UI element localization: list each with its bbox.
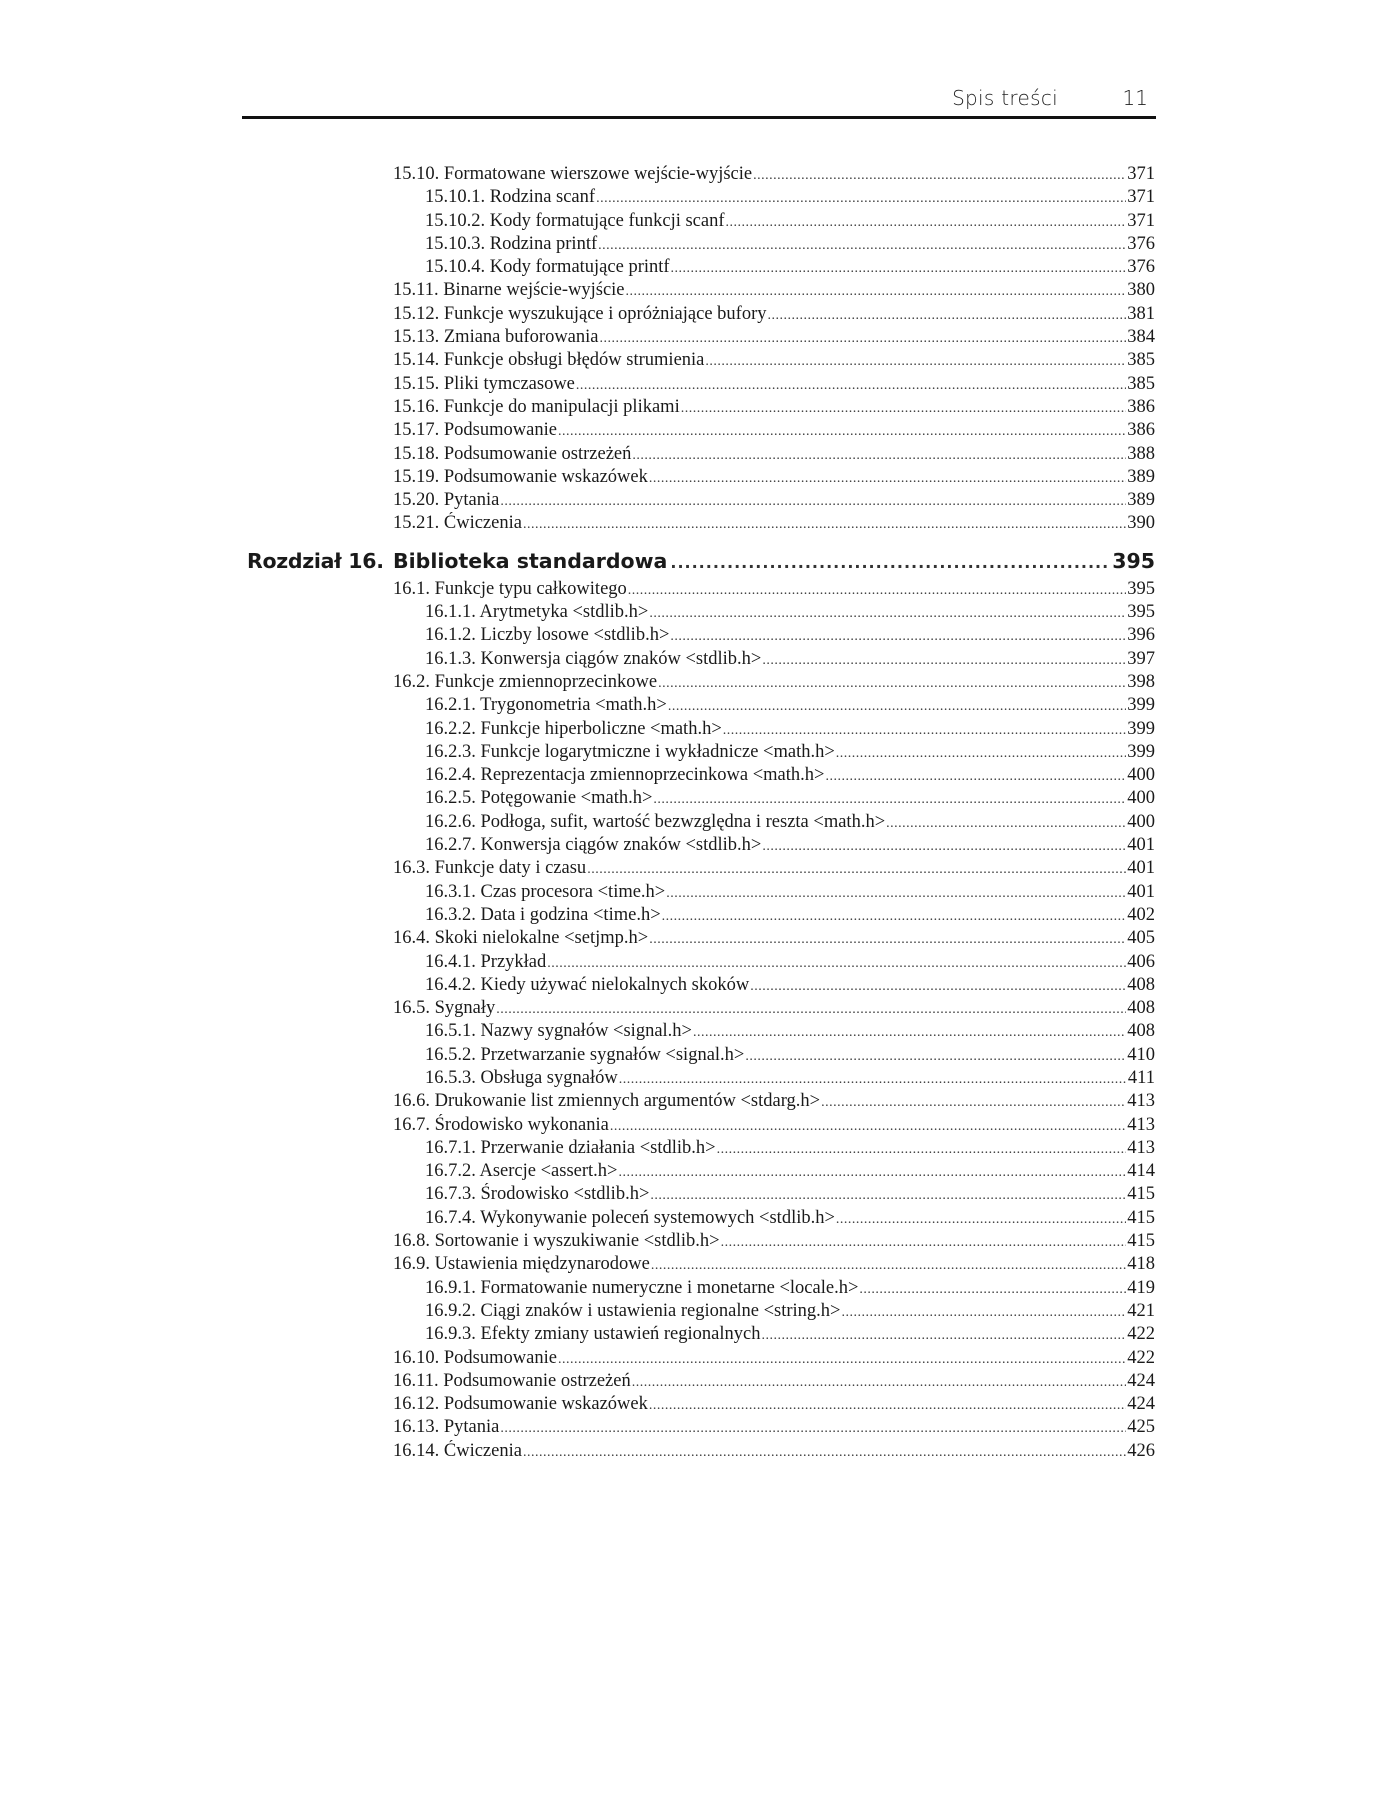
toc-entry-page: 415 (1127, 1184, 1155, 1205)
toc-section-entry[interactable] (0, 997, 1400, 1020)
toc-section-entry[interactable] (0, 1114, 1400, 1137)
toc-subsection-entry[interactable] (0, 787, 1400, 810)
toc-entry-page: 401 (1127, 835, 1155, 856)
toc-section-entry[interactable] (0, 419, 1400, 442)
toc-entry-title: 16.2.1. Trygonometria <math.h> (425, 695, 667, 716)
toc-entry-page: 410 (1127, 1044, 1155, 1065)
toc-entry-page: 424 (1127, 1370, 1155, 1391)
toc-entry-page: 399 (1127, 741, 1155, 762)
chapter-title: Biblioteka standardowa (393, 548, 668, 573)
toc-entry-title: 16.2. Funkcje zmiennoprzecinkowe (393, 671, 658, 692)
toc-entry-title: 16.13. Pytania (393, 1417, 500, 1438)
leader-dots (598, 234, 1126, 257)
toc-entry-page: 408 (1127, 974, 1155, 995)
toc-entry-title: 16.3.2. Data i godzina <time.h> (425, 904, 661, 925)
toc-entry-page: 413 (1127, 1137, 1155, 1158)
toc-entry-page: 376 (1127, 257, 1155, 278)
toc-section-entry[interactable] (0, 279, 1400, 302)
toc-entry-title: 16.4. Skoki nielokalne <setjmp.h> (393, 928, 649, 949)
leader-dots (576, 374, 1126, 397)
toc-entry-title: 16.11. Podsumowanie ostrzeżeń (393, 1370, 631, 1391)
leader-dots (649, 602, 1126, 625)
running-header-title: Spis treści (952, 86, 1058, 110)
leader-dots (596, 187, 1126, 210)
leader-dots (721, 1231, 1127, 1254)
leader-dots (662, 905, 1127, 928)
toc-entry-page: 396 (1127, 625, 1155, 646)
toc-entry-page: 395 (1127, 602, 1155, 623)
toc-entry-title: 15.17. Podsumowanie (393, 420, 557, 441)
toc-subsection-entry[interactable] (0, 210, 1400, 233)
toc-subsection-entry[interactable] (0, 256, 1400, 279)
toc-entry-page: 400 (1127, 788, 1155, 809)
leader-dots (670, 625, 1126, 648)
toc-entry-page: 376 (1127, 233, 1155, 254)
toc-entry-page: 422 (1127, 1347, 1155, 1368)
toc-entry-page: 384 (1127, 327, 1155, 348)
toc-subsection-entry[interactable] (0, 904, 1400, 927)
toc-subsection-entry[interactable] (0, 601, 1400, 624)
toc-entry-page: 415 (1127, 1231, 1155, 1252)
toc-entry-title: 15.21. Ćwiczenia (393, 513, 522, 534)
leader-dots (496, 998, 1126, 1021)
leader-dots (836, 742, 1126, 765)
leader-dots (761, 1324, 1126, 1347)
toc-entry-title: 15.10.1. Rodzina scanf (425, 187, 596, 208)
toc-entry-title: 15.19. Podsumowanie wskazówek (393, 466, 648, 487)
leader-dots (632, 444, 1126, 467)
toc-section-entry[interactable] (0, 512, 1400, 535)
toc-entry-title: 16.5.1. Nazwy sygnałów <signal.h> (425, 1021, 692, 1042)
toc-subsection-entry[interactable] (0, 1020, 1400, 1043)
chapter-page-number: 395 (1112, 548, 1155, 573)
toc-subsection-entry[interactable] (0, 974, 1400, 997)
leader-dots (618, 1161, 1126, 1184)
toc-entry-title: 15.10.4. Kody formatujące printf (425, 257, 670, 278)
toc-entry-page: 425 (1127, 1417, 1155, 1438)
toc-entry-title: 16.12. Podsumowanie wskazówek (393, 1394, 648, 1415)
toc-section-chapter-16 (0, 578, 1400, 1463)
toc-entry-title: 16.7.2. Asercje <assert.h> (425, 1161, 618, 1182)
chapter-label: Rozdział 16. (247, 548, 384, 573)
toc-section-entry[interactable] (0, 857, 1400, 880)
toc-subsection-entry[interactable] (0, 694, 1400, 717)
toc-entry-title: 16.8. Sortowanie i wyszukiwanie <stdlib.h> (393, 1231, 720, 1252)
toc-entry-title: 16.9.2. Ciągi znaków i ustawienia regionalne <string.h> (425, 1300, 841, 1321)
leader-dots (668, 695, 1126, 718)
toc-entry-title: 15.10. Formatowane wierszowe wejście-wyjście (393, 164, 753, 184)
toc-entry-page: 426 (1127, 1440, 1155, 1461)
toc-subsection-entry[interactable] (0, 1323, 1400, 1346)
toc-entry-title: 16.3.1. Czas procesora <time.h> (425, 881, 666, 902)
toc-section-entry[interactable] (0, 578, 1400, 601)
leader-dots (653, 788, 1126, 811)
toc-subsection-entry[interactable] (0, 811, 1400, 834)
toc-entry-title: 15.12. Funkcje wyszukujące i opróżniające bufory (393, 303, 767, 324)
toc-entry-page: 385 (1127, 373, 1155, 394)
toc-subsection-entry[interactable] (0, 1044, 1400, 1067)
toc-entry-page: 422 (1127, 1324, 1155, 1345)
leader-dots (726, 211, 1127, 234)
toc-subsection-entry[interactable] (0, 233, 1400, 256)
leader-dots (836, 1208, 1126, 1231)
toc-entry-page: 421 (1127, 1300, 1155, 1321)
toc-entry-title: 16.9.1. Formatowanie numeryczne i monetarne <locale.h> (425, 1277, 859, 1298)
toc-entry-page: 402 (1127, 904, 1155, 925)
leader-dots (762, 649, 1126, 672)
table-of-contents (0, 163, 1400, 1463)
toc-entry-page: 395 (1127, 578, 1155, 599)
toc-entry-page: 405 (1127, 928, 1155, 949)
toc-subsection-entry[interactable] (0, 881, 1400, 904)
toc-entry-page: 413 (1127, 1091, 1155, 1112)
toc-entry-page: 386 (1127, 420, 1155, 441)
toc-subsection-entry[interactable] (0, 624, 1400, 647)
toc-subsection-entry[interactable] (0, 1277, 1400, 1300)
leader-dots (523, 513, 1126, 536)
toc-entry-page: 389 (1127, 490, 1155, 511)
toc-entry-page: 401 (1127, 881, 1155, 902)
leader-dots (681, 397, 1127, 420)
leader-dots (500, 490, 1126, 513)
toc-section-entry[interactable] (0, 1416, 1400, 1439)
toc-entry-title: 16.9. Ustawienia międzynarodowe (393, 1254, 650, 1275)
toc-section-entry[interactable] (0, 1230, 1400, 1253)
toc-section-entry[interactable] (0, 489, 1400, 512)
toc-section-entry[interactable] (0, 396, 1400, 419)
toc-section-entry[interactable] (0, 1253, 1400, 1276)
toc-entry-page: 408 (1127, 1021, 1155, 1042)
leader-dots (767, 304, 1126, 327)
leader-dots (886, 812, 1126, 835)
leader-dots (600, 327, 1127, 350)
toc-entry-title: 16.5.3. Obsługa sygnałów (425, 1067, 618, 1088)
toc-subsection-entry[interactable] (0, 741, 1400, 764)
toc-entry-page: 371 (1127, 164, 1155, 184)
toc-subsection-entry[interactable] (0, 1067, 1400, 1090)
toc-subsection-entry[interactable] (0, 1160, 1400, 1183)
toc-entry-title: 16.10. Podsumowanie (393, 1347, 557, 1368)
toc-entry-title: 16.2.3. Funkcje logarytmiczne i wykładnicze <math.h> (425, 741, 835, 762)
toc-entry-title: 15.10.2. Kody formatujące funkcji scanf (425, 210, 725, 231)
leader-dots (523, 1441, 1126, 1464)
leader-dots (649, 467, 1126, 490)
toc-section-entry[interactable] (0, 1440, 1400, 1463)
leader-dots (649, 928, 1126, 951)
leader-dots (666, 882, 1126, 905)
leader-dots (841, 1301, 1126, 1324)
leader-dots (670, 546, 1109, 580)
toc-entry-title: 16.1. Funkcje typu całkowitego (393, 578, 627, 599)
leader-dots (745, 1045, 1126, 1068)
toc-entry-page: 380 (1127, 280, 1155, 301)
toc-entry-title: 15.14. Funkcje obsługi błędów strumienia (393, 350, 705, 371)
toc-entry-title: 16.3. Funkcje daty i czasu (393, 858, 587, 879)
toc-section-entry[interactable] (0, 1393, 1400, 1416)
toc-entry-title: 15.13. Zmiana buforowania (393, 327, 599, 348)
toc-entry-title: 16.7.4. Wykonywanie poleceń systemowych <stdlib.h> (425, 1207, 835, 1228)
leader-dots (558, 420, 1126, 443)
toc-section-entry[interactable] (0, 927, 1400, 950)
leader-dots (587, 858, 1126, 881)
toc-section-entry[interactable] (0, 349, 1400, 372)
leader-dots (626, 280, 1127, 303)
leader-dots (650, 1184, 1126, 1207)
leader-dots (859, 1278, 1126, 1301)
toc-subsection-entry[interactable] (0, 648, 1400, 671)
toc-entry-page: 399 (1127, 718, 1155, 739)
toc-entry-page: 371 (1127, 210, 1155, 231)
toc-entry-page: 398 (1127, 671, 1155, 692)
toc-entry-page: 401 (1127, 858, 1155, 879)
toc-entry-title: 16.14. Ćwiczenia (393, 1440, 522, 1461)
toc-entry-title: 16.7.3. Środowisko <stdlib.h> (425, 1184, 650, 1205)
toc-entry-page: 371 (1127, 187, 1155, 208)
leader-dots (619, 1068, 1127, 1091)
leader-dots (610, 1115, 1126, 1138)
toc-entry-title: 15.16. Funkcje do manipulacji plikami (393, 396, 680, 417)
leader-dots (723, 719, 1126, 742)
leader-dots (750, 975, 1126, 998)
toc-entry-title: 16.9.3. Efekty zmiany ustawień regionalnych (425, 1324, 761, 1345)
toc-section-entry[interactable] (0, 303, 1400, 326)
leader-dots (821, 1091, 1126, 1114)
toc-subsection-entry[interactable] (0, 1300, 1400, 1323)
leader-dots (671, 257, 1127, 280)
toc-section-entry[interactable] (0, 163, 1400, 186)
toc-entry-page: 388 (1127, 443, 1155, 464)
leader-dots (658, 672, 1126, 695)
toc-entry-page: 406 (1127, 951, 1155, 972)
toc-section-entry[interactable] (0, 1370, 1400, 1393)
leader-dots (500, 1417, 1126, 1440)
toc-entry-title: 15.18. Podsumowanie ostrzeżeń (393, 443, 632, 464)
toc-entry-page: 400 (1127, 765, 1155, 786)
toc-entry-title: 16.4.1. Przykład (425, 951, 547, 972)
toc-section-entry[interactable] (0, 671, 1400, 694)
toc-entry-title: 15.20. Pytania (393, 490, 500, 511)
toc-entry-page: 389 (1127, 466, 1155, 487)
toc-entry-title: 16.2.6. Podłoga, sufit, wartość bezwzględna i reszta <math.h> (425, 811, 886, 832)
toc-entry-title: 16.2.2. Funkcje hiperboliczne <math.h> (425, 718, 722, 739)
toc-subsection-entry[interactable] (0, 1207, 1400, 1230)
toc-entry-page: 424 (1127, 1394, 1155, 1415)
toc-entry-title: 16.4.2. Kiedy używać nielokalnych skoków (425, 974, 750, 995)
toc-entry-title: 16.5. Sygnały (393, 998, 496, 1019)
toc-entry-page: 381 (1127, 303, 1155, 324)
toc-entry-page: 415 (1127, 1207, 1155, 1228)
toc-entry-title: 16.2.7. Konwersja ciągów znaków <stdlib.h> (425, 835, 762, 856)
toc-section-entry[interactable] (0, 466, 1400, 489)
toc-subsection-entry[interactable] (0, 186, 1400, 209)
leader-dots (649, 1394, 1126, 1417)
toc-entry-page: 418 (1127, 1254, 1155, 1275)
toc-entry-title: 15.11. Binarne wejście-wyjście (393, 280, 625, 301)
toc-subsection-entry[interactable] (0, 718, 1400, 741)
toc-section-entry[interactable] (0, 1090, 1400, 1113)
leader-dots (628, 579, 1126, 602)
page-header (242, 80, 1156, 119)
leader-dots (753, 164, 1126, 187)
page-number: 11 (1122, 86, 1148, 110)
toc-subsection-entry[interactable] (0, 834, 1400, 857)
toc-subsection-entry[interactable] (0, 764, 1400, 787)
toc-entry-title: 16.1.2. Liczby losowe <stdlib.h> (425, 625, 670, 646)
toc-subsection-entry[interactable] (0, 951, 1400, 974)
leader-dots (717, 1138, 1127, 1161)
leader-dots (825, 765, 1126, 788)
leader-dots (705, 350, 1126, 373)
toc-section-entry[interactable] (0, 326, 1400, 349)
toc-entry-page: 390 (1127, 513, 1155, 534)
toc-entry-page: 411 (1127, 1067, 1155, 1088)
toc-entry-page: 413 (1127, 1114, 1155, 1135)
toc-entry-title: 16.6. Drukowanie list zmiennych argumentów <stdarg.h> (393, 1091, 821, 1112)
toc-entry-title: 16.1.1. Arytmetyka <stdlib.h> (425, 602, 649, 623)
toc-section-entry[interactable] (0, 443, 1400, 466)
chapter-heading[interactable] (0, 544, 1400, 578)
toc-entry-page: 399 (1127, 695, 1155, 716)
leader-dots (558, 1348, 1126, 1371)
toc-entry-title: 16.7. Środowisko wykonania (393, 1114, 609, 1135)
toc-entry-title: 16.5.2. Przetwarzanie sygnałów <signal.h> (425, 1044, 745, 1065)
toc-entry-title: 15.10.3. Rodzina printf (425, 233, 598, 254)
toc-entry-title: 16.2.5. Potęgowanie <math.h> (425, 788, 653, 809)
toc-subsection-entry[interactable] (0, 1137, 1400, 1160)
leader-dots (632, 1371, 1127, 1394)
toc-entry-title: 16.7.1. Przerwanie działania <stdlib.h> (425, 1137, 716, 1158)
toc-entry-page: 414 (1127, 1161, 1155, 1182)
toc-section-entry[interactable] (0, 373, 1400, 396)
leader-dots (762, 835, 1126, 858)
toc-entry-page: 400 (1127, 811, 1155, 832)
toc-section-chapter-15 (0, 163, 1400, 536)
toc-subsection-entry[interactable] (0, 1183, 1400, 1206)
toc-section-entry[interactable] (0, 1347, 1400, 1370)
leader-dots (693, 1021, 1126, 1044)
toc-entry-page: 397 (1127, 648, 1155, 669)
toc-entry-title: 16.2.4. Reprezentacja zmiennoprzecinkowa <math.h> (425, 765, 825, 786)
toc-entry-page: 386 (1127, 396, 1155, 417)
leader-dots (651, 1254, 1126, 1277)
toc-entry-page: 385 (1127, 350, 1155, 371)
toc-entry-page: 419 (1127, 1277, 1155, 1298)
toc-entry-page: 408 (1127, 998, 1155, 1019)
leader-dots (547, 952, 1126, 975)
toc-entry-title: 16.1.3. Konwersja ciągów znaków <stdlib.h> (425, 648, 762, 669)
toc-entry-title: 15.15. Pliki tymczasowe (393, 373, 575, 394)
